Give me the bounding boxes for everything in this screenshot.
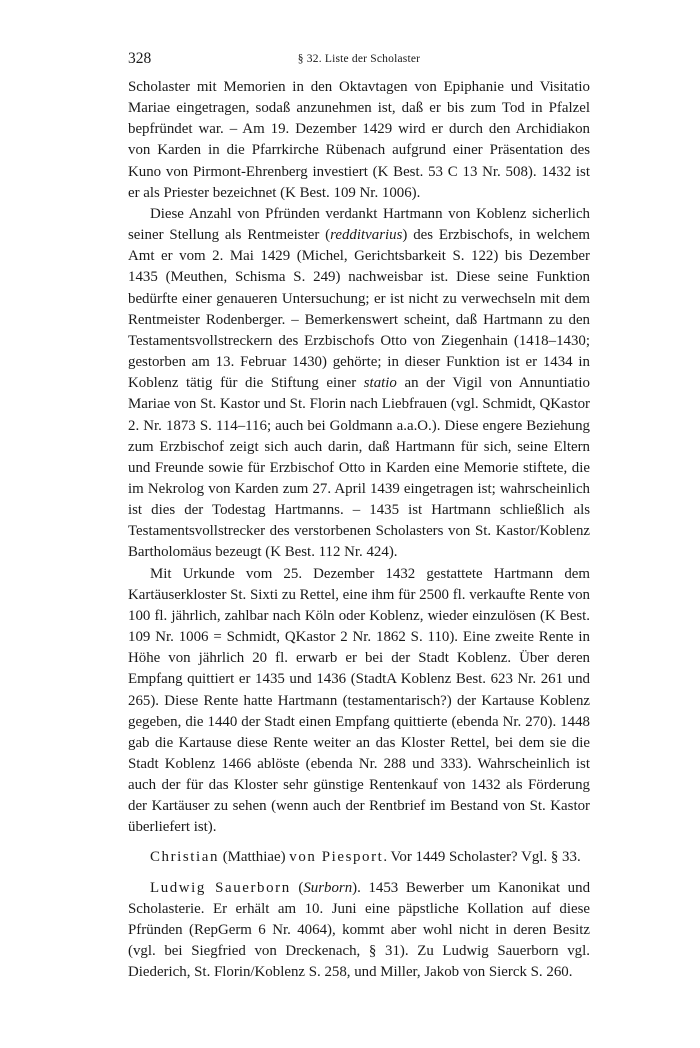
italic-segment: Surborn (303, 879, 353, 896)
paragraph (128, 77, 590, 204)
italic-segment: redditvarius (330, 227, 403, 244)
text-segment: ( (290, 879, 304, 896)
paragraph-entry-christian (128, 847, 590, 868)
italic-segment: statio (363, 375, 397, 392)
text-segment: (Matthiae) (219, 848, 290, 865)
paragraph-entry-ludwig (128, 878, 590, 984)
text-segment: Mit Urkunde vom 25. Dezember 1432 gestattete Hartmann dem Kartäuserkloster St. Sixti zu Rettel, eine ihm für 2500 fl. verkaufte Rente von 100 fl. jährlich, zahlbar nach Köln oder Koblenz, wieder einzulösen (K Best. 109 Nr. 1006 = Schmidt, QKastor 2 Nr. 1862 S. 110). Eine zweite Rente in Höhe von jährlich 20 fl. erwarb er bei der Stadt Koblenz. Über deren Empfang quittiert er 1435 und 1436 (StadtA Koblenz Best. 623 Nr. 261 und 265). Diese Rente hatte Hartmann (testamentarisch?) der Kartause Koblenz gegeben, die 1440 der Stadt einen Empfang quittierte (ebenda Nr. 270). 1448 gab die Kartause diese Rente weiter an das Kloster Rettel, bei dem sie die Stadt Koblenz 1466 ablöste (ebenda Nr. 288 und 333). Wahrscheinlich ist auch der für das Kloster sehr günstige Rentenkauf von 1432 als Förderung der Kartäuser zu sehen (wenn auch der Rentbrief im Bestand von St. Kastor überliefert ist). (128, 565, 590, 836)
page-number: 328 (128, 50, 152, 67)
page-header (128, 50, 590, 72)
text-segment: . Vor 1449 Scholaster? Vgl. § 33. (383, 848, 581, 865)
spaced-name-segment: Ludwig Sauerborn (150, 879, 291, 896)
spaced-name-segment: von Piesport (289, 848, 384, 865)
body-text (128, 77, 590, 984)
text-segment: Diese Anzahl von Pfründen verdankt Hartmann von Koblenz sicherlich seiner Stellung als Rentmeister ( (128, 205, 590, 244)
text-segment: Scholaster mit Memorien in den Oktavtagen von Epiphanie und Visitatio Mariae eingetragen, sodaß anzunehmen ist, daß er bis zum Tod in Pfalzel bepfründet war. – Am 19. Dezember 1429 wird er durch den Archidiakon von Karden in die Pfarrkirche Rübenach aufgrund einer Präsentation des Kuno von Pirmont-Ehrenberg investiert (K Best. 53 C 13 Nr. 508). 1432 ist er als Priester bezeichnet (K Best. 109 Nr. 1006). (128, 79, 590, 201)
text-segment: an der Vigil von Annuntiatio Mariae von St. Kastor und St. Florin nach Liebfrauen (vgl. Schmidt, QKastor 2. Nr. 1873 S. 114–116; auch bei Goldmann a.a.O.). Diese engere Beziehung zum Erzbischof zeigt sich auch darin, daß Hartmann für sich, seine Eltern und Freunde sowie für Erzbischof Otto in Karden eine Memorie stiftete, die im Nekrolog von Karden zum 27. April 1439 eingetragen ist; wahrscheinlich ist dies der Todestag Hartmanns. – 1435 ist Hartmann schließlich als Testamentsvollstrecker des verstorbenen Scholasters von St. Kastor/Koblenz Bartholomäus bezeugt (K Best. 112 Nr. 424). (128, 375, 590, 561)
paragraph (128, 204, 590, 564)
running-head: § 32. Liste der Scholaster (297, 53, 421, 65)
spaced-name-segment: Christian (150, 848, 219, 865)
text-segment: ) des Erzbischofs, in welchem Amt er vom 2. Mai 1429 (Michel, Gerichtsbarkeit S. 122) bis Dezember 1435 (Meuthen, Schisma S. 249) nachweisbar ist. Diese seine Funktion bedürfte einer genaueren Untersuchung; er ist nicht zu verwechseln mit dem Rentmeister Rodenberger. – Bemerkenswert scheint, daß Hartmann zu den Testamentsvollstreckern des Erzbischofs Otto von Ziegenhain (1418–1430; gestorben am 13. Februar 1430) gehörte; in dieser Funktion ist er 1434 in Koblenz tätig für die Stiftung einer (128, 227, 590, 392)
paragraph (128, 564, 590, 839)
text-segment: ). 1453 Bewerber um Kanonikat und Scholasterie. Er erhält am 10. Juni eine päpstliche Kollation auf diese Pfründen (RepGerm 6 Nr. 4064), kommt aber wohl nicht in deren Besitz (vgl. bei Siegfried von Dreckenach, § 31). Zu Ludwig Sauerborn vgl. Diederich, St. Florin/Koblenz S. 258, und Miller, Jakob von Sierck S. 260. (128, 879, 591, 981)
